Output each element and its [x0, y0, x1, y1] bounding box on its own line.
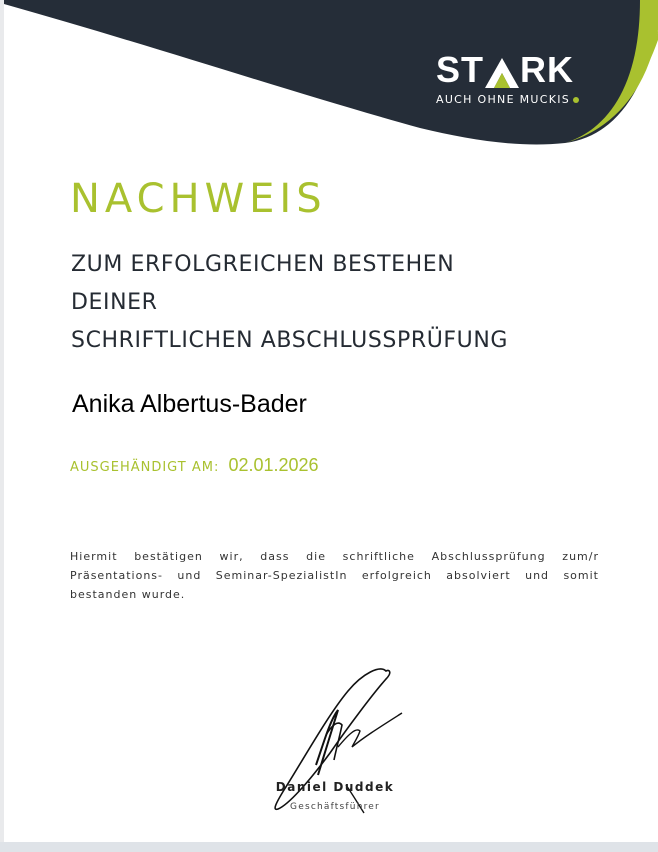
logo-wordmark-text: ST — [436, 49, 485, 90]
subtitle-line: ZUM ERFOLGREICHEN BESTEHEN — [71, 252, 455, 277]
subtitle-line: DEINER — [71, 290, 158, 315]
signatory-name: Daniel Duddek — [275, 780, 395, 794]
certificate-subtitle — [71, 246, 508, 360]
stark-logo — [436, 49, 608, 106]
issue-date-value: 02.01.2026 — [228, 455, 319, 475]
issue-date-row — [70, 455, 319, 476]
issue-date-label: AUSGEHÄNDIGT AM: — [70, 460, 220, 475]
logo-wordmark-text-end: RK — [520, 49, 575, 90]
page-bottom-edge — [0, 842, 658, 852]
certificate-body-text: Hiermit bestätigen wir, dass die schriftliche Abschlussprüfung zum/r Präsentations- und Seminar-SpezialistIn erfolgreich absolviert und somit bestanden wurde. — [70, 550, 599, 601]
signatory-role: Geschäftsführer — [290, 802, 380, 812]
logo-a-mountain-icon — [485, 58, 519, 88]
logo-wordmark — [436, 49, 608, 90]
subtitle-line: SCHRIFTLICHEN ABSCHLUSSPRÜFUNG — [71, 328, 509, 353]
recipient-name: Anika Albertus-Bader — [72, 390, 307, 418]
certificate-title: NACHWEIS — [70, 176, 327, 222]
logo-dot-icon — [573, 97, 579, 103]
logo-tagline: AUCH OHNE MUCKIS — [436, 93, 608, 106]
